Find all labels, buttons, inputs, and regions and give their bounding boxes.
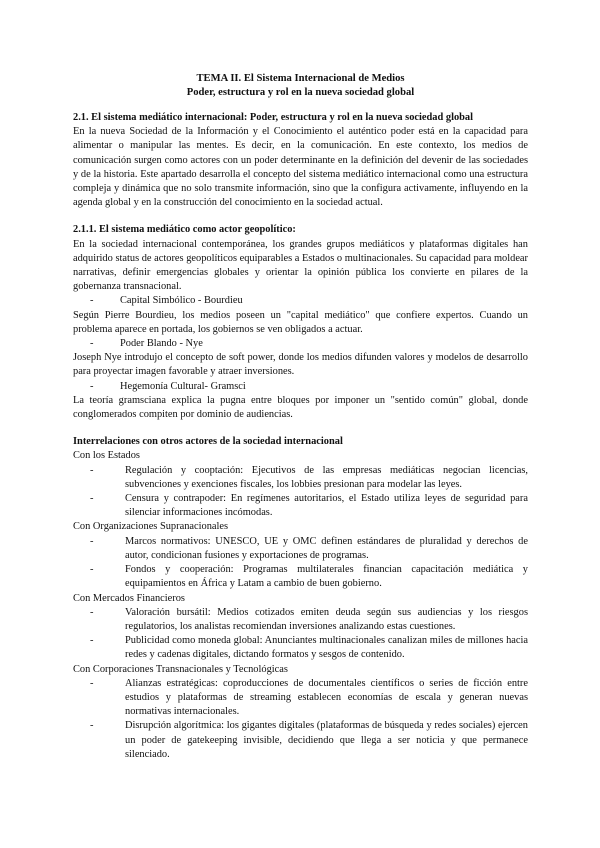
section-2-1-heading: 2.1. El sistema mediático internacional: Poder, estructura y rol en la nueva sociedad global bbox=[73, 112, 474, 123]
list-item: - Valoración bursátil: Medios cotizados emiten deuda según sus audiencias y los riesgos regulatorios, los analistas recomiendan inversiones analizando estas cuestiones. bbox=[90, 606, 528, 632]
group-corporaciones bbox=[73, 663, 528, 762]
group-label: Con Mercados Financieros bbox=[73, 592, 185, 604]
concept-text-nye: Joseph Nye introdujo el concepto de soft power, donde los medios difunden valores y modelos de desarrollo para proyectar imagen favorable y atraer inversiones. bbox=[73, 352, 528, 378]
concept-label-bourdieu: - Capital Simbólico - Bourdieu bbox=[90, 295, 243, 307]
group-mercados bbox=[73, 592, 528, 663]
title-line-2: Poder, estructura y rol en la nueva sociedad global bbox=[186, 87, 415, 98]
concept-text-gramsci: La teoría gramsciana explica la pugna entre bloques por imponer un "sentido común" global, donde conglomerados compiten por dominio de audiencias. bbox=[73, 394, 528, 421]
concept-label-nye: - Poder Blando - Nye bbox=[90, 338, 203, 350]
list-item: - Alianzas estratégicas: coproducciones de documentales científicos o series de ficción entre estudios y plataformas de streaming establecen economías de escala y generan nuevas normativas internacionales. bbox=[90, 677, 528, 718]
interrelations-heading: Interrelaciones con otros actores de la sociedad internacional bbox=[73, 436, 343, 448]
document-title bbox=[73, 72, 528, 100]
list-item: - Censura y contrapoder: En regímenes autoritarios, el Estado utiliza leyes de seguridad para silenciar informaciones incómodas. bbox=[90, 493, 528, 519]
section-2-1-body: En la nueva Sociedad de la Información y el Conocimiento el auténtico poder está en la capacidad para alimentar o manipular las mentes. Es decir, en la comunicación. En este contexto, los medios de comunicación surgen como actores con un poder determinante en la definición del devenir de las sociedades y de la historia. Este apartado desarrolla el concepto del sistema mediático internacional como una estructura compleja y dinámica que no solo transmite información, sino que la configura activamente, influyendo en la agenda global y en la construcción del conocimiento en la sociedad actual. bbox=[73, 126, 528, 209]
list-item: - Disrupción algorítmica: los gigantes digitales (plataformas de búsqueda y redes sociales) ejercen un poder de gatekeeping invisible, decidiendo que llega a ser noticia y que permanece silenciado. bbox=[90, 720, 528, 760]
group-label: Con Corporaciones Transnacionales y Tecnológicas bbox=[73, 663, 288, 675]
section-2-1-1-intro: En la sociedad internacional contemporánea, los grandes grupos mediáticos y plataformas digitales han adquirido status de actores geopolíticos equiparables a Estados o multinacionales. Su capacidad para moldear narrativas, definir emergencias globales y orientar la opinión pública los convierte en pilares de la gobernanza transnacional. bbox=[73, 238, 528, 293]
group-label: Con los Estados bbox=[73, 450, 140, 462]
section-2-1-1-heading: 2.1.1. El sistema mediático como actor geopolítico: bbox=[73, 224, 296, 236]
list-item: - Regulación y cooptación: Ejecutivos de las empresas mediáticas negocian licencias, subvenciones y exenciones fiscales, los lobbies presionan para modelar las leyes. bbox=[90, 464, 528, 490]
group-estados bbox=[73, 449, 528, 520]
group-label: Con Organizaciones Supranacionales bbox=[73, 521, 229, 533]
title-line-1: TEMA II. El Sistema Internacional de Medios bbox=[196, 73, 405, 84]
group-supranacionales bbox=[73, 520, 528, 591]
list-item: - Fondos y cooperación: Programas multilaterales financian capacitación mediática y equipamientos en África y Latam a cambio de buen gobierno. bbox=[90, 564, 528, 590]
concept-label-gramsci: - Hegemonía Cultural- Gramsci bbox=[90, 380, 246, 392]
list-item: - Marcos normativos: UNESCO, UE y OMC definen estándares de pluralidad y derechos de autor, condicionan fusiones y exportaciones de programas. bbox=[90, 535, 528, 561]
concept-text-bourdieu: Según Pierre Bourdieu, los medios poseen un "capital mediático" que confiere expertos. Cuando un problema aparece en portada, los gobiernos se ven obligados a actuar. bbox=[73, 309, 528, 335]
list-item: - Publicidad como moneda global: Anunciantes multinacionales canalizan miles de millones hacia redes y cadenas digitales, dictando formatos y sesgos de contenido. bbox=[90, 635, 528, 661]
